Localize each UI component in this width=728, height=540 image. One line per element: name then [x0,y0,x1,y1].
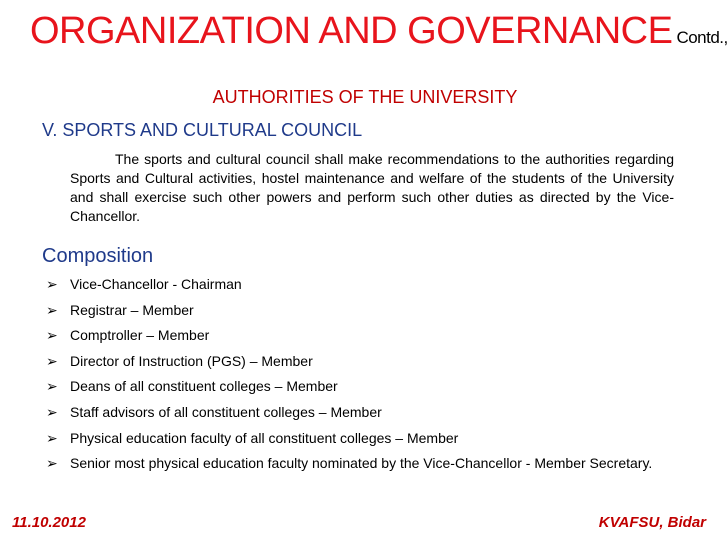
list-item [46,377,674,396]
list-item [46,352,674,371]
list-item-text: Comptroller – Member [70,327,210,344]
list-item-text: Registrar – Member [70,301,194,318]
list-item [46,326,674,345]
arrow-bullet-icon: ➢ [46,429,58,446]
list-item [46,275,674,294]
list-item [46,403,674,422]
list-item-text: Senior most physical education faculty nominated by the Vice-Chancellor - Member Secretary. [70,455,653,472]
section-title: V. SPORTS AND CULTURAL COUNCIL [42,120,363,140]
list-item [46,429,674,448]
arrow-bullet-icon: ➢ [46,352,58,369]
list-item-text: Vice-Chancellor - Chairman [70,276,242,292]
composition-heading: Composition [42,245,154,267]
list-item [46,454,674,473]
arrow-bullet-icon: ➢ [46,403,58,420]
council-description: The sports and cultural council shall make recommendations to the authorities regarding Sports and Cultural activities, hostel maintenance and welfare of the students of the University and shall exercise such other powers and perform such other duties as directed by the Vice-Chancellor. [70,151,674,224]
composition-list [46,275,674,480]
list-item-text: Director of Instruction (PGS) – Member [70,352,313,369]
slide-title-main: ORGANIZATION AND GOVERNANCE [30,10,673,52]
list-item-text: Staff advisors of all constituent colleges – Member [70,403,382,420]
list-item-text: Deans of all constituent colleges – Member [70,378,338,395]
list-item-text: Physical education faculty of all constituent colleges – Member [70,429,459,446]
arrow-bullet-icon: ➢ [46,455,58,472]
subheading: AUTHORITIES OF THE UNIVERSITY [212,87,518,107]
list-item [46,301,674,320]
arrow-bullet-icon: ➢ [46,378,58,395]
arrow-bullet-icon: ➢ [46,327,58,344]
slide-title [30,8,728,61]
footer-date: 11.10.2012 [12,514,86,531]
arrow-bullet-icon: ➢ [46,276,58,292]
slide-title-contd: Contd., [676,28,728,47]
footer-organization: KVAFSU, Bidar [598,514,706,531]
arrow-bullet-icon: ➢ [46,301,58,318]
